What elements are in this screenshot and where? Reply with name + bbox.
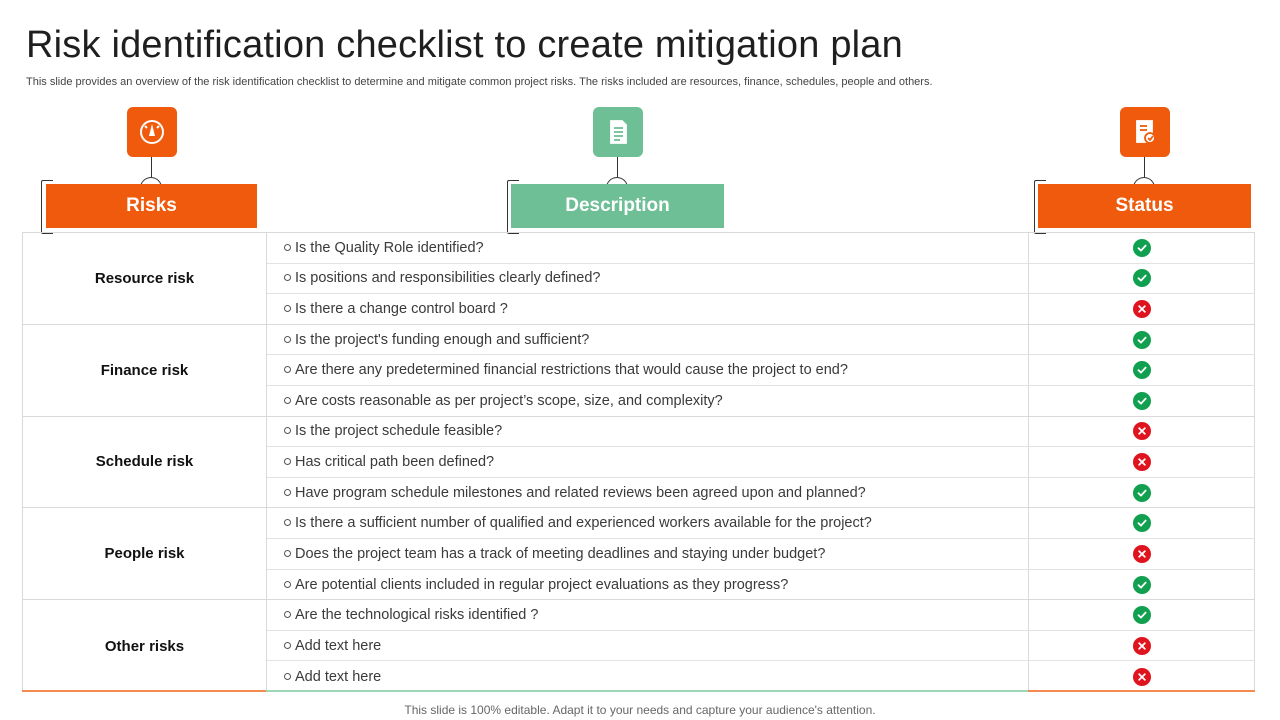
bullet-icon [267, 303, 295, 315]
check-icon [1133, 514, 1151, 532]
cross-icon [1133, 422, 1151, 440]
risk-category-label: Resource risk [23, 233, 267, 324]
status-cell [1028, 508, 1255, 538]
check-icon [1133, 361, 1151, 379]
checklist-question: Is there a sufficient number of qualified and experienced workers available for the project? [295, 515, 872, 532]
checklist-question: Is the project schedule feasible? [295, 423, 503, 440]
checklist-row [267, 661, 1255, 692]
bullet-icon [267, 487, 295, 499]
risk-category-label: Finance risk [23, 325, 267, 416]
bullet-icon [267, 395, 295, 407]
status-cell [1028, 233, 1255, 263]
check-icon [1133, 606, 1151, 624]
check-icon [1133, 331, 1151, 349]
report-check-icon [1120, 107, 1170, 157]
risk-group [23, 600, 1254, 692]
checklist-question: Are the technological risks identified ? [295, 606, 539, 623]
status-cell [1028, 386, 1255, 417]
description-header: Description [511, 184, 724, 228]
checklist-row [267, 233, 1255, 264]
check-icon [1133, 269, 1151, 287]
risk-group [23, 508, 1254, 600]
bullet-icon [267, 364, 295, 376]
bullet-icon [267, 579, 295, 591]
page-title: Risk identification checklist to create mitigation plan [26, 24, 903, 66]
status-cell [1028, 661, 1255, 692]
status-connector [1144, 157, 1145, 177]
checklist-question: Is there a change control board ? [295, 301, 508, 318]
checklist-row [267, 417, 1255, 448]
cross-icon [1133, 453, 1151, 471]
status-cell [1028, 325, 1255, 355]
status-cell [1028, 355, 1255, 385]
bottom-accent-center [266, 690, 1028, 692]
cross-icon [1133, 545, 1151, 563]
risk-group [23, 417, 1254, 509]
bullet-icon [267, 425, 295, 437]
cross-icon [1133, 668, 1151, 686]
description-connector [617, 157, 618, 177]
check-icon [1133, 392, 1151, 410]
bullet-icon [267, 640, 295, 652]
footer-note: This slide is 100% editable. Adapt it to your needs and capture your audience's attention. [404, 703, 876, 717]
bullet-icon [267, 548, 295, 560]
risk-group [23, 233, 1254, 325]
checklist-question: Are costs reasonable as per project’s scope, size, and complexity? [295, 393, 723, 410]
check-icon [1133, 576, 1151, 594]
risks-header: Risks [46, 184, 257, 228]
gauge-icon [127, 107, 177, 157]
checklist-row [267, 294, 1255, 325]
checklist-question: Is the project's funding enough and sufficient? [295, 331, 590, 348]
checklist-row [267, 325, 1255, 356]
checklist-row [267, 631, 1255, 662]
checklist-question: Add text here [295, 637, 382, 654]
status-cell [1028, 570, 1255, 601]
status-cell [1028, 294, 1255, 325]
checklist-question: Are there any predetermined financial restrictions that would cause the project to end? [295, 362, 848, 379]
status-cell [1028, 478, 1255, 509]
check-icon [1133, 239, 1151, 257]
cross-icon [1133, 637, 1151, 655]
bullet-icon [267, 517, 295, 529]
checklist-question: Is the Quality Role identified? [295, 239, 484, 256]
risks-connector [151, 157, 152, 177]
bullet-icon [267, 334, 295, 346]
checklist-row [267, 355, 1255, 386]
bottom-accent-right [1028, 690, 1255, 692]
risk-checklist-table [22, 232, 1255, 692]
checklist-row [267, 478, 1255, 509]
status-cell [1028, 600, 1255, 630]
bottom-accent-left [22, 690, 266, 692]
bullet-icon [267, 671, 295, 683]
cross-icon [1133, 300, 1151, 318]
document-icon [593, 107, 643, 157]
bullet-icon [267, 272, 295, 284]
checklist-row [267, 539, 1255, 570]
status-cell [1028, 539, 1255, 569]
checklist-row [267, 386, 1255, 417]
status-cell [1028, 447, 1255, 477]
checklist-row [267, 600, 1255, 631]
checklist-row [267, 447, 1255, 478]
bullet-icon [267, 456, 295, 468]
checklist-row [267, 508, 1255, 539]
checklist-row [267, 570, 1255, 601]
status-cell [1028, 631, 1255, 661]
checklist-question: Add text here [295, 668, 382, 685]
risk-group [23, 325, 1254, 417]
check-icon [1133, 484, 1151, 502]
risk-category-label: Other risks [23, 600, 267, 692]
checklist-question: Are potential clients included in regular project evaluations as they progress? [295, 576, 789, 593]
checklist-question: Have program schedule milestones and related reviews been agreed upon and planned? [295, 485, 866, 502]
checklist-row [267, 264, 1255, 295]
risk-category-label: Schedule risk [23, 417, 267, 508]
status-cell [1028, 264, 1255, 294]
status-cell [1028, 417, 1255, 447]
bullet-icon [267, 242, 295, 254]
checklist-question: Does the project team has a track of meeting deadlines and staying under budget? [295, 545, 826, 562]
checklist-question: Has critical path been defined? [295, 453, 495, 470]
bullet-icon [267, 609, 295, 621]
checklist-question: Is positions and responsibilities clearly defined? [295, 270, 601, 287]
page-subtitle: This slide provides an overview of the risk identification checklist to determine and mitigate common project risks. The risks included are resources, finance, schedules, people and others. [26, 76, 933, 88]
status-header: Status [1038, 184, 1251, 228]
risk-category-label: People risk [23, 508, 267, 599]
